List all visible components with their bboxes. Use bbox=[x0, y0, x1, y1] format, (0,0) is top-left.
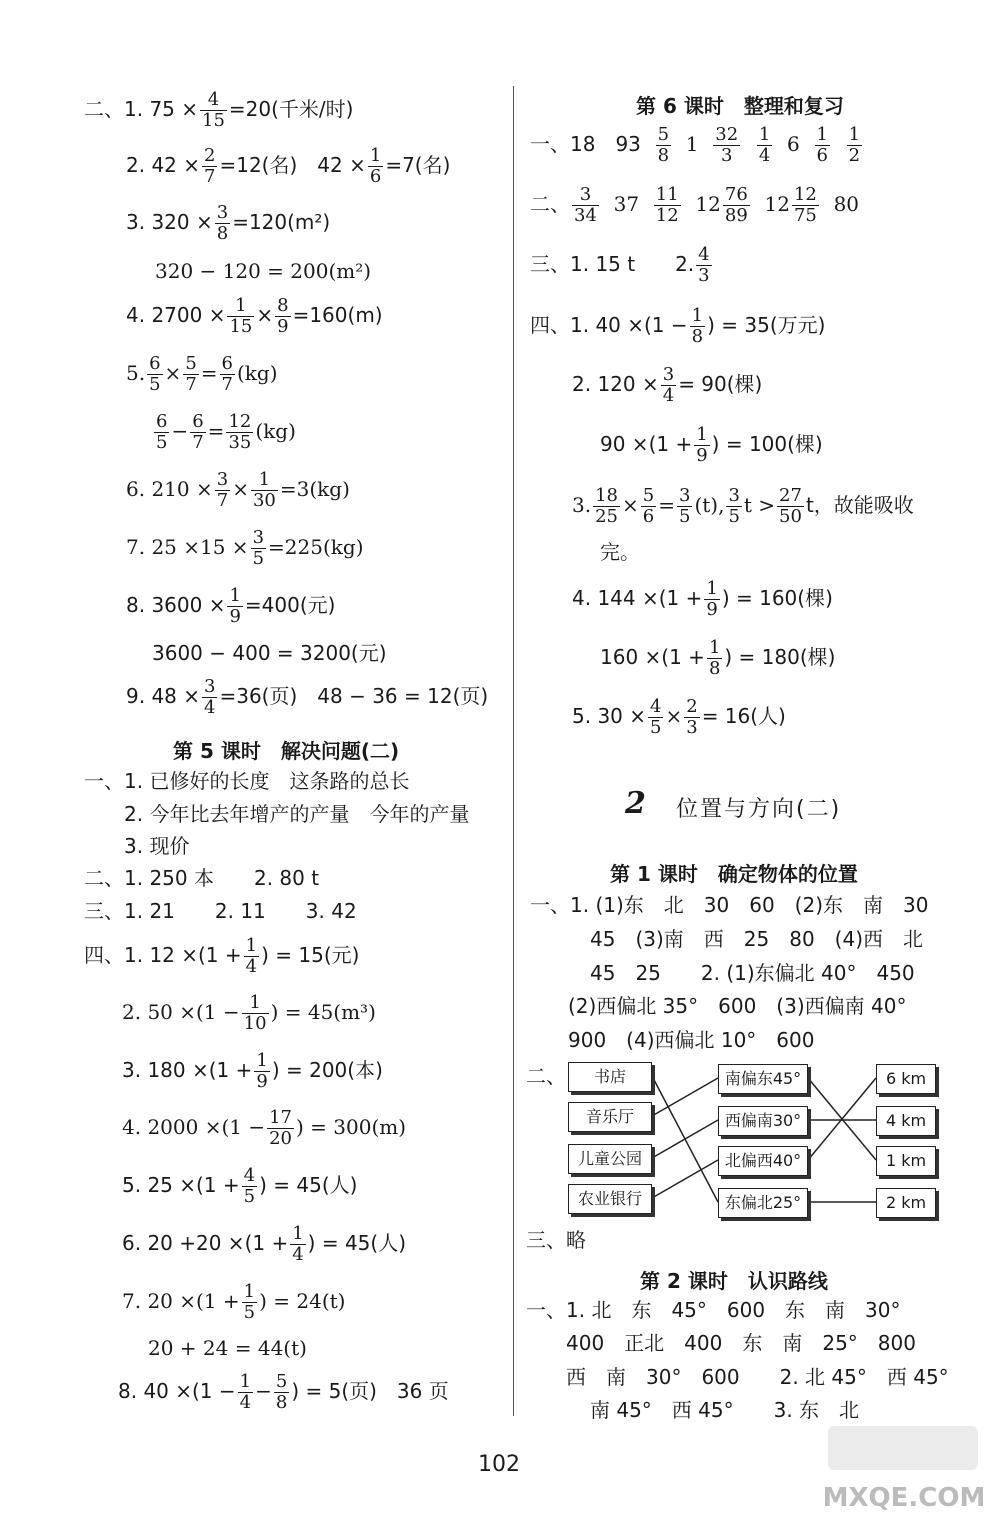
lesson-heading: 第 6 课时 整理和复习 bbox=[636, 94, 844, 118]
answer-line: 7. 20 ×(1 + $\frac{1}{5}$ ) = 24(t) bbox=[122, 1281, 346, 1323]
answer-line: 四、1. 40 ×(1 − $\frac{1}{8}$ ) = 35(万元) bbox=[530, 305, 826, 347]
watermark-text: MXQE.COM bbox=[822, 1483, 986, 1513]
answer-line: 7. 25 ×15 × $\frac{3}{5}$ =225(kg) bbox=[126, 527, 364, 569]
place-box: 音乐厅 bbox=[568, 1102, 652, 1132]
unit-title: 位置与方向(二) bbox=[676, 797, 842, 822]
answer-line: 3600 − 400 = 3200(元) bbox=[152, 641, 387, 665]
answer-line: 6. 20 +20 ×(1 + $\frac{1}{4}$ ) = 45(人) bbox=[122, 1223, 407, 1265]
match-line bbox=[652, 1078, 718, 1116]
direction-box: 北偏西40° bbox=[718, 1146, 808, 1176]
answer-line: 3. $\frac{18}{25}$ × $\frac{5}{6}$ = $\frac{3}{5}$ (t), $\frac{3}{5}$ t > $\frac{27}{50}$ t，故能吸收 bbox=[572, 485, 914, 527]
answer-line: (2)西偏北 35° 600 (3)西偏南 40° bbox=[568, 994, 907, 1018]
direction-box: 东偏北25° bbox=[718, 1188, 808, 1218]
answer-line: 一、1. 已修好的长度 这条路的总长 bbox=[84, 769, 410, 793]
distance-box: 6 km bbox=[876, 1064, 936, 1094]
answer-line: 9. 48 × $\frac{3}{4}$ =36(页) 48 − 36 = 12(页) bbox=[126, 676, 489, 718]
answer-line: 一、1. (1)东 北 30 60 (2)东 南 30 bbox=[530, 893, 929, 917]
lesson-heading: 第 1 课时 确定物体的位置 bbox=[610, 862, 858, 886]
match-line bbox=[652, 1160, 718, 1198]
answer-line: 2. 今年比去年增产的产量 今年的产量 bbox=[124, 802, 470, 826]
answer-line: 5. 30 × $\frac{4}{5}$ × $\frac{2}{3}$ = 16(人) bbox=[572, 696, 786, 738]
answer-line: 3. 180 ×(1 + $\frac{1}{9}$ ) = 200(本) bbox=[122, 1050, 383, 1092]
answer-line: 2. 42 × $\frac{2}{7}$ =12(名) 42 × $\frac{1}{6}$ =7(名) bbox=[126, 145, 451, 187]
answer-line: 900 (4)西偏北 10° 600 bbox=[568, 1028, 815, 1052]
answer-line: 20 + 24 = 44(t) bbox=[148, 1336, 307, 1360]
answer-line: 完。 bbox=[600, 540, 640, 564]
answer-line: 8. 40 ×(1 − $\frac{1}{4}$ − $\frac{5}{8}$ ) = 5(页) 36 页 bbox=[118, 1371, 449, 1413]
answer-line: 45 25 2. (1)东偏北 40° 450 bbox=[590, 961, 915, 985]
answer-line: 5. 25 ×(1 + $\frac{4}{5}$ ) = 45(人) bbox=[122, 1165, 358, 1207]
direction-box: 南偏东45° bbox=[718, 1064, 808, 1094]
answer-line: 4. 2000 ×(1 − $\frac{17}{20}$ ) = 300(m) bbox=[122, 1107, 407, 1149]
answer-line: 一、1. 北 东 45° 600 东 南 30° bbox=[526, 1298, 901, 1322]
answer-line: 二、 $\frac{3}{34}$ 37 $\frac{11}{12}$ 12 $\frac{76}{89}$ 12 $\frac{12}{75}$ 80 bbox=[530, 184, 860, 226]
answer-line: $\frac{6}{5}$ − $\frac{6}{7}$ = $\frac{12}{35}$ (kg) bbox=[156, 411, 296, 453]
answer-line: 3. 现价 bbox=[124, 834, 190, 858]
page-number: 102 bbox=[478, 1452, 520, 1477]
direction-box: 西偏南30° bbox=[718, 1106, 808, 1136]
answer-line: 三、1. 21 2. 11 3. 42 bbox=[84, 899, 357, 923]
answer-line: 8. 3600 × $\frac{1}{9}$ =400(元) bbox=[126, 585, 336, 627]
answer-line: 西 南 30° 600 2. 北 45° 西 45° bbox=[566, 1365, 949, 1389]
answer-line: 400 正北 400 东 南 25° 800 bbox=[566, 1331, 916, 1355]
answer-line: 6. 210 × $\frac{3}{7}$ × $\frac{1}{30}$ =3(kg) bbox=[126, 469, 350, 511]
answer-line: 三、1. 15 t 2. $\frac{4}{3}$ bbox=[530, 244, 710, 286]
place-box: 儿童公园 bbox=[568, 1144, 652, 1174]
answer-line: 4. 144 ×(1 + $\frac{1}{9}$ ) = 160(棵) bbox=[572, 578, 833, 620]
unit-number: 2 bbox=[625, 786, 646, 821]
distance-box: 1 km bbox=[876, 1146, 936, 1176]
answer-line: 2. 50 ×(1 − $\frac{1}{10}$ ) = 45(m³) bbox=[122, 992, 376, 1034]
distance-box: 4 km bbox=[876, 1106, 936, 1136]
lesson-heading: 第 2 课时 认识路线 bbox=[640, 1269, 828, 1293]
match-line bbox=[652, 1120, 718, 1158]
answer-line: 320 − 120 = 200(m²) bbox=[155, 259, 372, 283]
lesson-heading: 第 5 课时 解决问题(二) bbox=[173, 739, 400, 763]
answer-line: 四、1. 12 ×(1 + $\frac{1}{4}$ ) = 15(元) bbox=[84, 935, 360, 977]
answer-line: 二、 bbox=[526, 1064, 566, 1088]
distance-box: 2 km bbox=[876, 1188, 936, 1218]
answer-line: 二、1. 75 × $\frac{4}{15}$ =20(千米/时) bbox=[84, 89, 354, 131]
answer-line: 90 ×(1 + $\frac{1}{9}$ ) = 100(棵) bbox=[600, 424, 823, 466]
place-box: 农业银行 bbox=[568, 1184, 652, 1214]
answer-line: 一、18 93 $\frac{5}{8}$ 1 $\frac{32}{3}$ $\frac{1}{4}$ 6 $\frac{1}{6}$ $\frac{1}{2}$ bbox=[530, 124, 861, 166]
watermark-logo bbox=[808, 1422, 1000, 1514]
answer-line: 4. 2700 × $\frac{1}{15}$ × $\frac{8}{9}$ =160(m) bbox=[126, 295, 383, 337]
answer-line: 45 (3)南 西 25 80 (4)西 北 bbox=[590, 927, 924, 951]
answer-line: 2. 120 × $\frac{3}{4}$ = 90(棵) bbox=[572, 364, 763, 406]
answer-line: 160 ×(1 + $\frac{1}{8}$ ) = 180(棵) bbox=[600, 637, 836, 679]
answer-line: 南 45° 西 45° 3. 东 北 bbox=[590, 1398, 860, 1422]
answer-line: 三、略 bbox=[526, 1228, 586, 1252]
answer-line: 3. 320 × $\frac{3}{8}$ =120(m²) bbox=[126, 202, 331, 244]
answer-line: 二、1. 250 本 2. 80 t bbox=[84, 866, 320, 890]
answer-line: 5. $\frac{6}{5}$ × $\frac{5}{7}$ = $\frac{6}{7}$ (kg) bbox=[126, 353, 278, 395]
place-box: 书店 bbox=[568, 1062, 652, 1092]
